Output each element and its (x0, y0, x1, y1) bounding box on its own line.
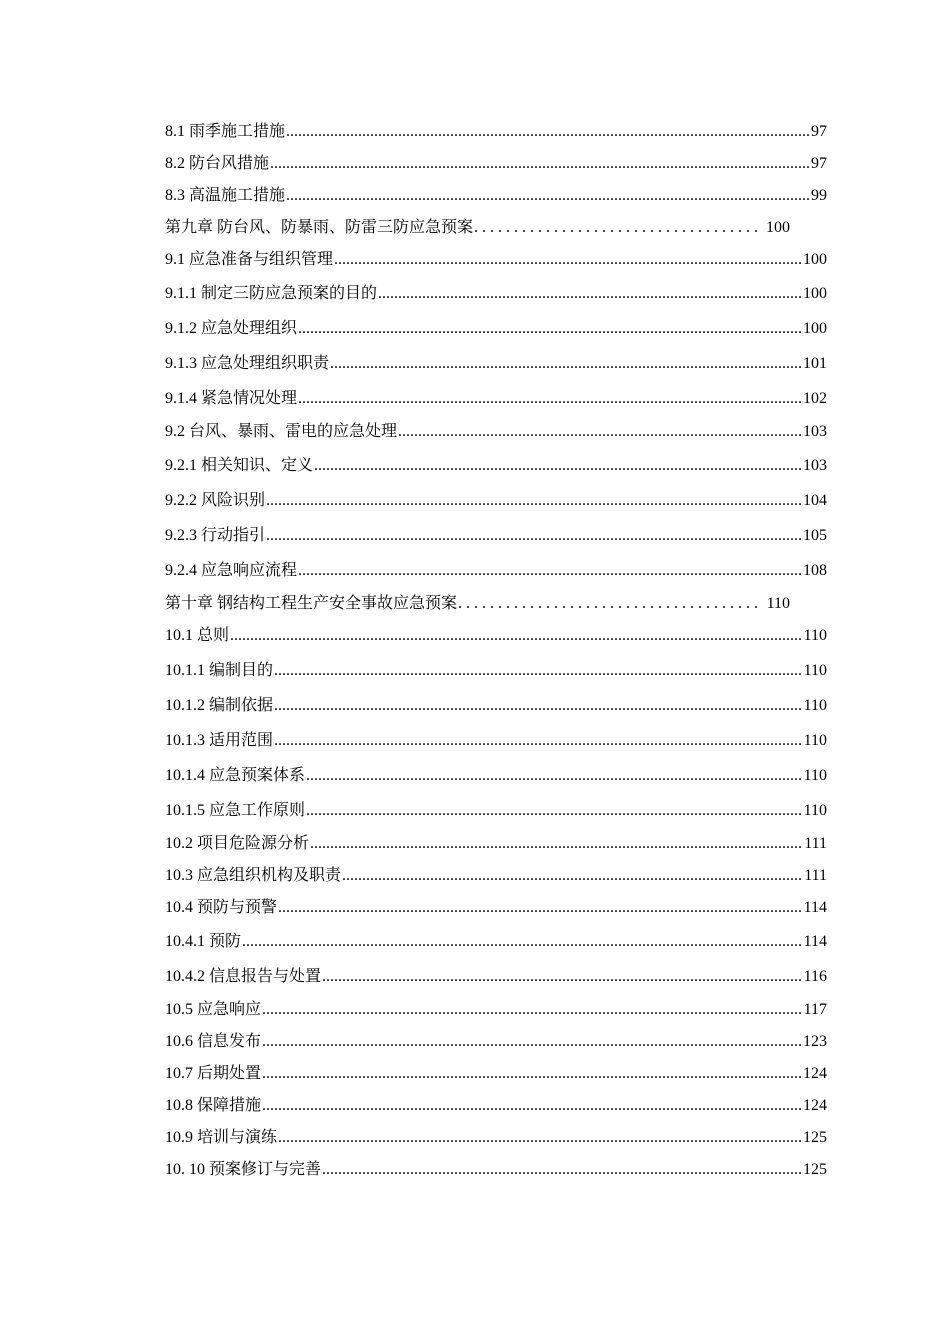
toc-entry-label: 10.1 总则 (165, 627, 230, 644)
toc-page-number: 108 (803, 562, 827, 579)
toc-entry-label: 9.1.2 应急处理组织 (165, 320, 298, 337)
toc-entry[interactable] (165, 422, 827, 442)
toc-entry-label: 10.8 保障措施 (165, 1097, 262, 1114)
toc-leader-dots (266, 491, 802, 511)
toc-entry[interactable] (165, 696, 827, 716)
toc-entry[interactable] (165, 526, 827, 546)
toc-page-number: 114 (803, 899, 827, 916)
toc-entry[interactable] (165, 491, 827, 511)
toc-entry[interactable] (165, 661, 827, 681)
toc-entry-label: 第九章 防台风、防暴雨、防雷三防应急预案 (165, 219, 474, 236)
toc-page-number: 100 (803, 320, 827, 337)
toc-chapter-entry[interactable] (165, 594, 790, 614)
toc-leader-dots (270, 154, 810, 174)
toc-leader-dots (342, 866, 803, 886)
toc-entry[interactable] (165, 1064, 827, 1084)
toc-leader-dots (274, 696, 803, 716)
toc-leader-dots (242, 932, 803, 952)
toc-page-number: 117 (803, 1001, 827, 1018)
toc-page-number: 125 (803, 1129, 827, 1146)
toc-entry-label: 10.3 应急组织机构及职责 (165, 867, 342, 884)
toc-entry-label: 9.2.2 风险识别 (165, 492, 266, 509)
toc-page-number: 97 (811, 155, 827, 172)
toc-page-number: 123 (803, 1033, 827, 1050)
toc-page-number: 97 (811, 123, 827, 140)
toc-page-number: 100 (766, 219, 790, 236)
toc-entry-label: 8.1 雨季施工措施 (165, 123, 286, 140)
toc-page-number: 110 (803, 662, 827, 679)
toc-leader-dots (330, 354, 802, 374)
toc-leader-dots (310, 834, 803, 854)
toc-entry-label: 10.5 应急响应 (165, 1001, 262, 1018)
toc-entry-label: 9.2.3 行动指引 (165, 527, 266, 544)
toc-entry-label: 10.1.5 应急工作原则 (165, 802, 306, 819)
toc-entry-label: 10. 10 预案修订与完善 (165, 1161, 322, 1178)
toc-page-number: 110 (803, 802, 827, 819)
toc-leader-dots (458, 594, 762, 614)
toc-entry[interactable] (165, 154, 827, 174)
toc-page-number: 110 (803, 732, 827, 749)
toc-leader-dots (306, 766, 803, 786)
toc-chapter-entry[interactable] (165, 218, 790, 238)
toc-entry-label: 第十章 钢结构工程生产安全事故应急预案 (165, 595, 458, 612)
toc-page-number: 111 (804, 867, 827, 884)
toc-entry[interactable] (165, 834, 827, 854)
toc-leader-dots (298, 319, 802, 339)
toc-page-number: 110 (803, 697, 827, 714)
toc-leader-dots (274, 661, 803, 681)
toc-page-number: 100 (803, 285, 827, 302)
toc-entry[interactable] (165, 1096, 827, 1116)
toc-page-number: 102 (803, 390, 827, 407)
toc-page-number: 124 (803, 1065, 827, 1082)
toc-entry-label: 10.6 信息发布 (165, 1033, 262, 1050)
toc-leader-dots (262, 1000, 803, 1020)
toc-leader-dots (398, 422, 802, 442)
toc-entry[interactable] (165, 561, 827, 581)
toc-leader-dots (298, 389, 802, 409)
toc-page-number: 101 (803, 355, 827, 372)
toc-leader-dots (266, 526, 802, 546)
toc-leader-dots (230, 626, 803, 646)
toc-leader-dots (278, 898, 803, 918)
toc-leader-dots (298, 561, 802, 581)
toc-entry[interactable] (165, 250, 827, 270)
toc-leader-dots (262, 1064, 802, 1084)
toc-page-number: 99 (811, 187, 827, 204)
toc-leader-dots (322, 1160, 802, 1180)
toc-leader-dots (474, 218, 761, 238)
toc-leader-dots (334, 250, 802, 270)
toc-entry[interactable] (165, 284, 827, 304)
toc-entry[interactable] (165, 122, 827, 142)
toc-entry[interactable] (165, 1000, 827, 1020)
toc-page-number: 110 (803, 767, 827, 784)
toc-page-number: 124 (803, 1097, 827, 1114)
toc-entry-label: 10.1.3 适用范围 (165, 732, 274, 749)
toc-leader-dots (322, 967, 803, 987)
toc-entry[interactable] (165, 626, 827, 646)
toc-entry-label: 10.7 后期处置 (165, 1065, 262, 1082)
toc-entry-label: 9.1.4 紧急情况处理 (165, 390, 298, 407)
toc-entry-label: 9.2.4 应急响应流程 (165, 562, 298, 579)
toc-entry-label: 8.3 高温施工措施 (165, 187, 286, 204)
toc-entry-label: 8.2 防台风措施 (165, 155, 270, 172)
toc-page-number: 116 (803, 968, 827, 985)
toc-leader-dots (262, 1096, 802, 1116)
toc-entry-label: 10.1.2 编制依据 (165, 697, 274, 714)
toc-page-number: 114 (803, 933, 827, 950)
toc-entry-label: 9.1 应急准备与组织管理 (165, 251, 334, 268)
toc-page-number: 125 (803, 1161, 827, 1178)
toc-entry[interactable] (165, 186, 827, 206)
toc-entry[interactable] (165, 731, 827, 751)
toc-page-number: 103 (803, 423, 827, 440)
toc-entry[interactable] (165, 801, 827, 821)
toc-entry[interactable] (165, 967, 827, 987)
toc-page-number: 103 (803, 457, 827, 474)
toc-page-number: 110 (803, 627, 827, 644)
toc-entry[interactable] (165, 932, 827, 952)
toc-page-number: 100 (803, 251, 827, 268)
toc-entry[interactable] (165, 1128, 827, 1148)
toc-entry-label: 9.2 台风、暴雨、雷电的应急处理 (165, 423, 398, 440)
toc-page-number: 110 (766, 595, 790, 612)
toc-entry-label: 9.2.1 相关知识、定义 (165, 457, 314, 474)
toc-entry-label: 10.4.1 预防 (165, 933, 242, 950)
toc-leader-dots (314, 456, 802, 476)
toc-entry-label: 9.1.1 制定三防应急预案的目的 (165, 285, 378, 302)
toc-entry-label: 10.9 培训与演练 (165, 1129, 278, 1146)
toc-entry[interactable] (165, 866, 827, 886)
toc-entry-label: 9.1.3 应急处理组织职责 (165, 355, 330, 372)
toc-entry[interactable] (165, 354, 827, 374)
toc-page-number: 104 (803, 492, 827, 509)
toc-leader-dots (378, 284, 802, 304)
toc-entry[interactable] (165, 1160, 827, 1180)
toc-page-number: 105 (803, 527, 827, 544)
toc-leader-dots (278, 1128, 802, 1148)
toc-page-number: 111 (804, 835, 827, 852)
toc-entry-label: 10.1.4 应急预案体系 (165, 767, 306, 784)
toc-leader-dots (306, 801, 803, 821)
toc-entry[interactable] (165, 456, 827, 476)
toc-entry[interactable] (165, 389, 827, 409)
toc-entry[interactable] (165, 319, 827, 339)
toc-entry[interactable] (165, 898, 827, 918)
toc-entry[interactable] (165, 766, 827, 786)
toc-entry[interactable] (165, 1032, 827, 1052)
toc-leader-dots (286, 186, 810, 206)
toc-leader-dots (262, 1032, 802, 1052)
toc-entry-label: 10.4 预防与预警 (165, 899, 278, 916)
toc-entry-label: 10.1.1 编制目的 (165, 662, 274, 679)
toc-entry-label: 10.4.2 信息报告与处置 (165, 968, 322, 985)
toc-entry-label: 10.2 项目危险源分析 (165, 835, 310, 852)
toc-leader-dots (274, 731, 803, 751)
toc-leader-dots (286, 122, 810, 142)
